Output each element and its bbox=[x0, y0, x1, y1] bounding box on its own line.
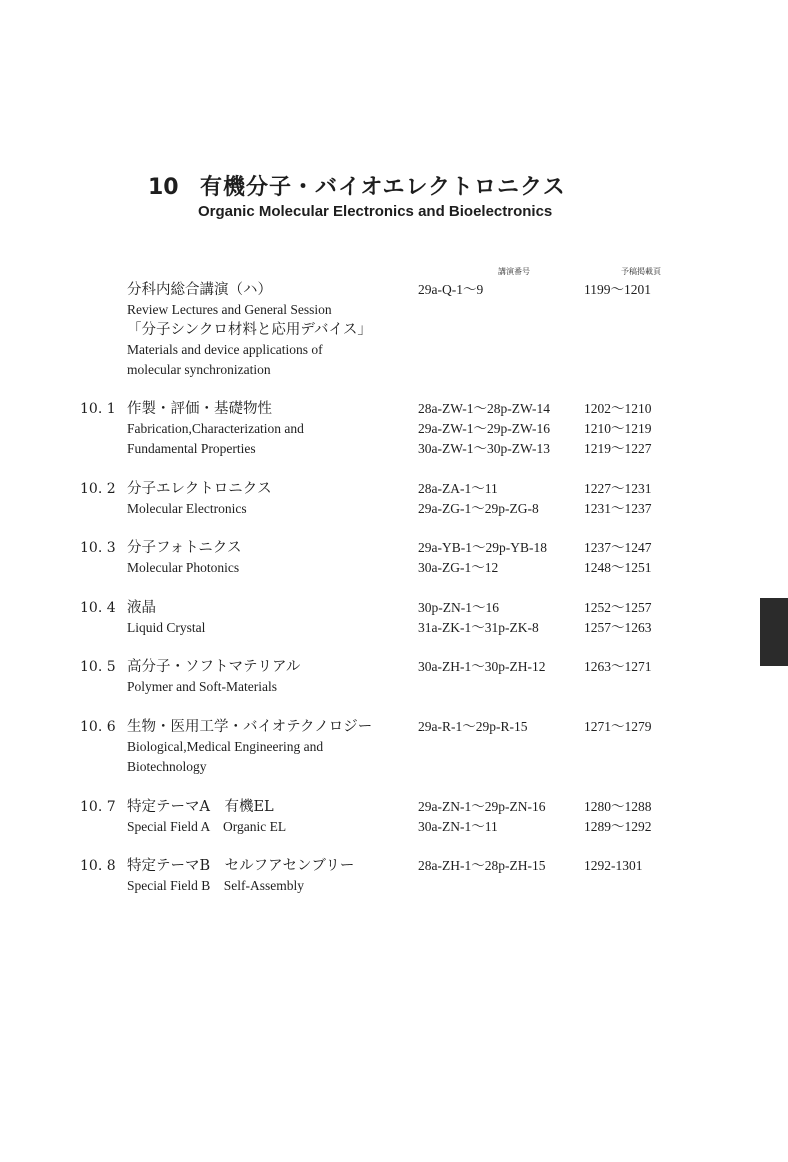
entry-titles bbox=[127, 657, 417, 697]
entry-pages bbox=[584, 598, 684, 638]
page-range: 1257～1263 bbox=[584, 620, 652, 635]
page-range: 1252～1257 bbox=[584, 600, 652, 615]
lecture-code: 29a-ZG-1～29p-ZG-8 bbox=[418, 501, 539, 516]
entry-number: 10. 2 bbox=[80, 481, 116, 497]
lecture-code: 29a-R-1～29p-R-15 bbox=[418, 719, 528, 734]
entry-pages bbox=[584, 280, 684, 300]
entry-codes bbox=[418, 856, 588, 876]
lecture-code: 29a-Q-1～9 bbox=[418, 282, 484, 297]
entry-titles bbox=[127, 717, 417, 777]
entry-pages bbox=[584, 856, 684, 876]
column-header-code: 講演番号 bbox=[498, 267, 530, 276]
entry-number: 10. 4 bbox=[80, 600, 116, 616]
entry-title-jp: 分科内総合講演（ハ） bbox=[127, 282, 272, 298]
section-title-en: Organic Molecular Electronics and Bioelectronics bbox=[198, 203, 553, 220]
entry-codes bbox=[418, 797, 588, 837]
entry-titles bbox=[127, 280, 417, 380]
entry-title-en: Biological,Medical Engineering and bbox=[127, 739, 324, 754]
entry-title-en: Special Field A Organic EL bbox=[127, 819, 287, 834]
page-range: 1263～1271 bbox=[584, 659, 652, 674]
entry-title-en: molecular synchronization bbox=[127, 362, 271, 377]
entry-codes bbox=[418, 538, 588, 578]
entry-codes bbox=[418, 280, 588, 300]
page-range: 1292-1301 bbox=[584, 858, 643, 873]
entry-titles bbox=[127, 538, 417, 578]
entry-titles bbox=[127, 399, 417, 459]
entry-title-jp: 高分子・ソフトマテリアル bbox=[127, 659, 301, 675]
lecture-code: 28a-ZH-1～28p-ZH-15 bbox=[418, 858, 546, 873]
page-range: 1237～1247 bbox=[584, 540, 652, 555]
entry-titles bbox=[127, 797, 417, 837]
entry-pages bbox=[584, 479, 684, 519]
entry-title-en: Fundamental Properties bbox=[127, 441, 256, 456]
entry-title-jp: 分子エレクトロニクス bbox=[127, 481, 272, 497]
entry-title-jp: 作製・評価・基礎物性 bbox=[127, 401, 272, 417]
lecture-code: 30a-ZH-1～30p-ZH-12 bbox=[418, 659, 546, 674]
lecture-code: 28a-ZW-1～28p-ZW-14 bbox=[418, 401, 550, 416]
section-title-jp: 有機分子・バイオエレクトロニクス bbox=[200, 175, 566, 200]
entry-pages bbox=[584, 399, 684, 459]
entry-title-en: Biotechnology bbox=[127, 759, 207, 774]
entry-title-en: Molecular Photonics bbox=[127, 560, 240, 575]
column-header-page: 予稿掲載頁 bbox=[621, 267, 661, 276]
entry-title-en: Liquid Crystal bbox=[127, 620, 206, 635]
lecture-code: 29a-YB-1～29p-YB-18 bbox=[418, 540, 547, 555]
entry-pages bbox=[584, 797, 684, 837]
entry-codes bbox=[418, 479, 588, 519]
page-range: 1199～1201 bbox=[584, 282, 651, 297]
lecture-code: 30p-ZN-1～16 bbox=[418, 600, 499, 615]
entry-codes bbox=[418, 657, 588, 677]
entry-pages bbox=[584, 657, 684, 677]
entry-title-jp: 特定テーマB セルフアセンブリー bbox=[127, 858, 355, 874]
lecture-code: 29a-ZN-1～29p-ZN-16 bbox=[418, 799, 546, 814]
page-range: 1210～1219 bbox=[584, 421, 652, 436]
section-heading bbox=[148, 170, 566, 220]
entry-number: 10. 6 bbox=[80, 719, 116, 735]
entry-title-jp: 生物・医用工学・バイオテクノロジー bbox=[127, 719, 373, 735]
entry-pages bbox=[584, 538, 684, 578]
entry-title-en: Materials and device applications of bbox=[127, 342, 323, 357]
lecture-code: 31a-ZK-1～31p-ZK-8 bbox=[418, 620, 539, 635]
index-tab bbox=[760, 598, 788, 666]
entry-title-en: Review Lectures and General Session bbox=[127, 302, 332, 317]
entry-title-jp: 液晶 bbox=[127, 600, 156, 616]
entry-title-jp: 「分子シンクロ材料と応用デバイス」 bbox=[127, 322, 372, 338]
lecture-code: 28a-ZA-1～11 bbox=[418, 481, 498, 496]
entry-title-en: Special Field B Self-Assembly bbox=[127, 878, 304, 893]
page-range: 1271～1279 bbox=[584, 719, 652, 734]
entry-codes bbox=[418, 399, 588, 459]
entry-title-en: Molecular Electronics bbox=[127, 501, 247, 516]
entry-title-en: Fabrication,Characterization and bbox=[127, 421, 304, 436]
page-range: 1219～1227 bbox=[584, 441, 652, 456]
entry-codes bbox=[418, 598, 588, 638]
entry-number: 10. 5 bbox=[80, 659, 116, 675]
entry-title-jp: 特定テーマA 有機EL bbox=[127, 799, 274, 815]
lecture-code: 30a-ZW-1～30p-ZW-13 bbox=[418, 441, 550, 456]
entry-pages bbox=[584, 717, 684, 737]
page-range: 1202～1210 bbox=[584, 401, 652, 416]
entry-codes bbox=[418, 717, 588, 737]
lecture-code: 29a-ZW-1～29p-ZW-16 bbox=[418, 421, 550, 436]
entry-title-jp: 分子フォトニクス bbox=[127, 540, 242, 556]
lecture-code: 30a-ZG-1～12 bbox=[418, 560, 499, 575]
entry-number: 10. 1 bbox=[80, 401, 116, 417]
entry-number: 10. 8 bbox=[80, 858, 116, 874]
page-range: 1248～1251 bbox=[584, 560, 652, 575]
entry-number: 10. 3 bbox=[80, 540, 116, 556]
page-range: 1231～1237 bbox=[584, 501, 652, 516]
entry-titles bbox=[127, 598, 417, 638]
page-range: 1289～1292 bbox=[584, 819, 652, 834]
entry-titles bbox=[127, 479, 417, 519]
entry-number: 10. 7 bbox=[80, 799, 116, 815]
entry-title-en: Polymer and Soft-Materials bbox=[127, 679, 277, 694]
section-number: 10 bbox=[148, 175, 179, 200]
entry-titles bbox=[127, 856, 417, 896]
page-range: 1280～1288 bbox=[584, 799, 652, 814]
lecture-code: 30a-ZN-1～11 bbox=[418, 819, 498, 834]
page-range: 1227～1231 bbox=[584, 481, 652, 496]
